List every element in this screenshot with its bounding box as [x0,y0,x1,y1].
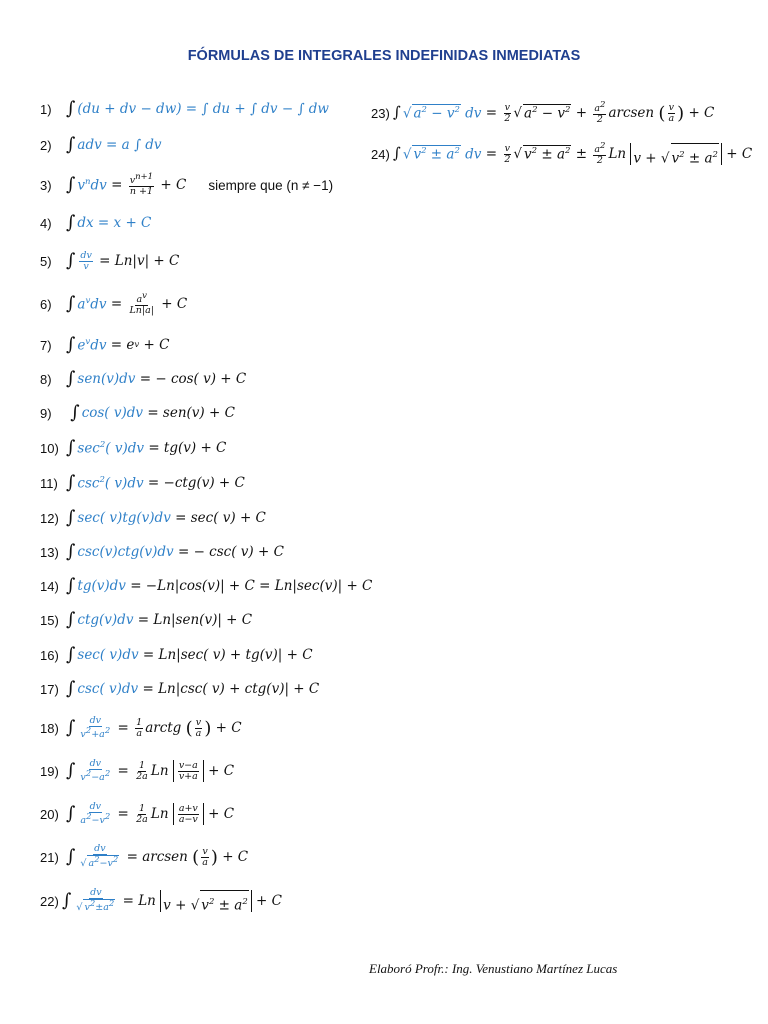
formula-number: 6) [40,296,52,312]
formula-7: 7) ∫ $e^vdv$ = e v + C [40,333,170,355]
author-footer: Elaboró Profr.: Ing. Venustiano Martínez Lucas [369,961,618,976]
formula-number: 1) [40,101,52,117]
formula-11: 11) ∫ $\csc^2$( v)dv = −ctg(v) + C [40,471,245,493]
formula-22: 22) ∫ $\frac{dv}{√ v^2\pm a^2}$ = Ln v + √ $v^2 \pm a^2$ + C [40,884,282,918]
formula-number: 8) [40,371,52,387]
formula-1 [40,92,329,126]
formula-number: 7) [40,337,52,353]
formula-10: 10) ∫ $\sec^2$( v)dv = tg(v) + C [40,436,227,458]
formula-number: 13) [40,544,59,560]
formula-3: 3) ∫ $v^ndv$ = $\frac{v^{n+1}}{n +1}$ + C siempre que (n ≠ −1) [40,171,334,198]
formula-number: 19) [40,763,59,779]
formula-13: 13) ∫ csc(v)ctg(v)dv = − csc( v) + C [40,540,284,562]
formula-number: 14) [40,578,59,594]
formula-3-condition: siempre que (n ≠ −1) [208,177,334,193]
formula-number: 20) [40,806,59,822]
formula-21: 21) ∫ $\frac{dv}{√ a^2-v^2}$ = arcsen ( $\frac{v}{a}$ ) + C [40,843,249,870]
formula-number: 5) [40,253,52,269]
formula-17: 17) ∫ csc( v)dv = Ln|csc( v) + ctg(v)| + C [40,677,320,699]
formula-4-text: dx = x + C [77,215,152,231]
formula-number: 11) [40,475,58,491]
formula-number: 9) [40,405,52,421]
formula-number: 23) [371,105,390,121]
formula-number: 2) [40,137,52,153]
formula-18: 18) ∫ $\frac{dv}{v^2+a^2}$ = $\frac{1}{a}$ arctg ( $\frac{v}{a}$ ) + C [40,714,242,741]
integral-sign: ∫ [66,97,76,119]
formula-23: 23) ∫ √ $a^2 - v^2$ dv = $\frac{v}{2}$ √ $a^2 - v^2$ + $\frac{a^2}{2}$ arcsen ( $\frac{v}{a}$ ) + C [371,99,715,126]
formula-9: 9) ∫ cos( v)dv = sen(v) + C [40,401,235,423]
formula-2: 2) ∫ adv = a ∫ dv [40,133,162,155]
page-title: FÓRMULAS DE INTEGRALES INDEFINIDAS INMEDIATAS [187,48,581,64]
formula-number: 4) [40,215,52,231]
formula-number: 18) [40,720,59,736]
formula-number: 17) [40,681,59,697]
formula-20: 20) ∫ $\frac{dv}{a^2-v^2}$ = $\frac{1}{2a}$ Ln $\frac{a+v}{a-v}$ + C [40,800,235,827]
formula-4: 4) ∫ dx = x + C [40,211,152,233]
formula-24: 24) ∫ √ $v^2 \pm a^2$ dv = $\frac{v}{2}$ √ $v^2 \pm a^2$ ± $\frac{a^2}{2}$ Ln v + √ $v^2 \pm a^2$ + C [371,137,752,171]
formula-19: 19) ∫ $\frac{dv}{v^2-a^2}$ = $\frac{1}{2a}$ Ln $\frac{v-a}{v+a}$ + C [40,757,235,784]
formula-number: 22) [40,893,59,909]
formula-number: 16) [40,647,59,663]
formula-16: 16) ∫ sec( v)dv = Ln|sec( v) + tg(v)| + C [40,643,313,665]
formula-number: 12) [40,510,59,526]
formula-15: 15) ∫ ctg(v)dv = Ln|sen(v)| + C [40,608,253,630]
formula-1-text: (du + dv − dw) = ∫ du + ∫ dv − ∫ dw [77,101,329,117]
formula-number: 21) [40,849,59,865]
formula-number: 10) [40,440,59,456]
formula-5: 5) ∫ $\frac{dv}{v}$ = Ln|v| + C [40,249,180,272]
formula-number: 15) [40,612,59,628]
formula-12: 12) ∫ sec( v)tg(v)dv = sec( v) + C [40,506,266,528]
formula-number: 3) [40,177,52,193]
formula-8: 8) ∫ sen(v)dv = − cos( v) + C [40,367,247,389]
formula-6: 6) ∫ $a^vdv$ = $\frac{a^v}{Ln|a|}$ + C [40,290,188,317]
formula-14: 14) ∫ tg(v)dv = −Ln|cos(v)| + C = Ln|sec(v)| + C [40,574,373,596]
formula-2-text: adv = a ∫ dv [77,137,162,153]
formula-number: 24) [371,146,390,162]
formula-5-text: = Ln|v| + C [99,253,180,269]
